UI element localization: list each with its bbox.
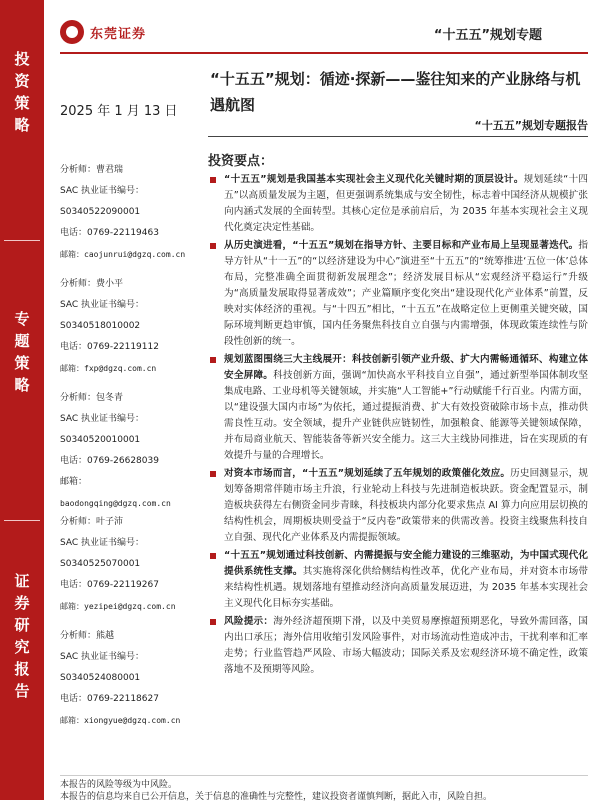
analyst-email[interactable]: 邮箱：caojunrui@dgzq.com.cn: [60, 250, 186, 259]
analyst-phone: 电话：0769-22119267: [60, 580, 159, 590]
key-point-lead: “十五五”规划通过科技创新、内需提振与安全能力建设的三维驱动，为中国式现代化提供系统性支撑。: [224, 550, 588, 577]
key-point-body: 指导方针从“十一五”的“以经济建设为中心”演进至“十五五”的“统筹推进‘五位一体’总体布局，完整准确全面贯彻新发展理念”；经济发展目标从“宏观经济平稳运行”升级为“高质量发展取得显著成效”；产业篇顺序变化突出“建设现代化产业体系”前置，反映对实体经济的重视。与“十四五”相比，“十五五”在战略定位上更侧重关键突破，国际环境判断更趋审慎，国内任务聚焦科技自立自强与内需增强，体现政策连续性与阶段性创新的统一。: [224, 240, 588, 347]
key-point-body: 历史回测显示，规划筹备期常伴随市场主升浪，行业轮动上科技与先进制造板块跃。资金配置显示，制造板块获得左右侧资金同步青睐，科技板块内部分化要求焦点 AI 算力向应用层切换的结构性机会，周期板块则受益于“反内卷”政策带来的供需改善。投资主线聚焦科技自立自强、现代化产业体系及内需提振领域。: [224, 468, 588, 543]
bullet-square-icon: [210, 243, 216, 249]
key-point-lead: 从历史演进看，“十五五”规划在指导方针、主要目标和产业布局上呈现显著迭代。: [224, 240, 579, 251]
report-date: 2025 年 1 月 13 日: [60, 104, 178, 119]
key-point-item: [208, 548, 588, 612]
key-point-item: [208, 238, 588, 350]
key-point-body: 海外经济超预期下滑，以及中美贸易摩擦超预期恶化，导致外需回落，国内出口承压；海外信用收缩引发风险事件，对市场流动性造成冲击，干扰利率和汇率走势；行业监管趋严风险、市场大幅波动；国际关系及宏观经济环境不确定性，政策落地不及预期等风险。: [224, 616, 589, 675]
analyst-card: [60, 274, 200, 379]
analyst-email-label: 邮箱：: [60, 477, 88, 487]
report-subtitle: “十五五”规划专题报告: [474, 119, 588, 132]
analyst-phone: 电话：0769-22119112: [60, 342, 159, 352]
analyst-sac-label: SAC 执业证书编号：: [60, 186, 145, 196]
key-point-item: [208, 172, 588, 236]
bullet-square-icon: [210, 471, 216, 477]
key-point-lead: 风险提示：: [224, 616, 274, 627]
logo-emblem-icon: [60, 20, 84, 44]
footer-divider: [60, 775, 588, 776]
analyst-name: 分析师：费小平: [60, 279, 124, 289]
analyst-card: [60, 388, 200, 514]
analyst-phone: 电话：0769-26628039: [60, 456, 159, 466]
key-point-lead: 规划蓝图围绕三大主线展开：科技创新引领产业升级、扩大内需畅通循环、构建立体安全屏障。: [224, 354, 588, 381]
analyst-sac-label: SAC 执业证书编号：: [60, 300, 145, 310]
key-point-body: 科技创新方面，强调“加快高水平科技自立自强”，通过新型举国体制攻坚集成电路、工业母机等关键领域，并实施“人工智能+”行动赋能千行百业。内需方面，以“建设强大国内市场”为依托，通过提振消费、扩大有效投资破除市场卡点，推动供需良性互动。安全领域，提升产业链供应链韧性，加强粮食、能源等关键领域保障，并布局商业航天、智能装备等新兴安全能力。这三大主线协同推进，旨在实现质的有效提升与量的合理增长。: [224, 370, 588, 461]
bullet-square-icon: [210, 619, 216, 625]
sidebar-divider: [4, 240, 40, 241]
company-logo: [60, 20, 146, 44]
key-points-list: [208, 172, 588, 680]
analyst-phone: 电话：0769-22119463: [60, 228, 159, 238]
analyst-cert: S0340522090001: [60, 207, 141, 217]
sidebar-label-thematic-strategy: 专 题 策 略: [14, 310, 30, 394]
analyst-email[interactable]: 邮箱：fxp@dgzq.com.cn: [60, 364, 157, 373]
analyst-card: [60, 160, 200, 265]
sidebar-label-research-report: 证 券 研 究 报 告: [14, 572, 30, 700]
bullet-square-icon: [210, 177, 216, 183]
analyst-cert: S0340524080001: [60, 673, 141, 683]
analyst-sac-label: SAC 执业证书编号：: [60, 414, 145, 424]
analyst-email[interactable]: 邮箱：yezipei@dgzq.com.cn: [60, 602, 176, 611]
bullet-square-icon: [210, 357, 216, 363]
analyst-name: 分析师：曹君瑞: [60, 165, 124, 175]
left-sidebar: [0, 0, 44, 800]
header-divider: [60, 52, 588, 54]
title-divider: [208, 136, 588, 137]
analyst-cert: S0340520010001: [60, 435, 141, 445]
bullet-square-icon: [210, 553, 216, 559]
key-point-item: [208, 614, 588, 678]
analyst-card: [60, 626, 200, 731]
logo-text: 东莞证券: [90, 26, 147, 42]
analyst-email[interactable]: baodongqing@dgzq.com.cn: [60, 499, 171, 508]
report-title: “十五五”规划：循迹·探新——鉴往知来的产业脉络与机遇航图: [210, 70, 581, 114]
key-point-item: [208, 352, 588, 464]
analyst-name: 分析师：叶子沛: [60, 517, 124, 527]
analyst-cert: S0340518010002: [60, 321, 141, 331]
analyst-card: [60, 512, 200, 617]
sidebar-divider: [4, 520, 40, 521]
analyst-sac-label: SAC 执业证书编号：: [60, 652, 145, 662]
key-point-lead: 对资本市场而言，“十五五”规划延续了五年规划的政策催化效应。: [224, 468, 511, 479]
footer-source-note: 本报告的信息均来自已公开信息，关于信息的准确性与完整性，建议投资者谨慎判断，据此入市，风险自担。: [60, 792, 493, 802]
footer-disclaimer: [60, 779, 492, 803]
footer-risk-level: 本报告的风险等级为中风险。: [60, 780, 178, 790]
analyst-name: 分析师：熊越: [60, 631, 115, 641]
key-point-lead: “十五五”规划是我国基本实现社会主义现代化关键时期的顶层设计。: [224, 174, 524, 185]
key-points-heading: 投资要点：: [208, 154, 274, 169]
analyst-sac-label: SAC 执业证书编号：: [60, 538, 145, 548]
analyst-name: 分析师：包冬青: [60, 393, 124, 403]
key-point-item: [208, 466, 588, 546]
key-point-body: 规划延续“十四五”以高质量发展为主题，但更强调系统集成与安全韧性，标志着中国经济从规模扩张向内涵式发展的全面转型。其核心定位是承前启后，为 2035 年基本实现社会主义现代化奠定决定性基础。: [224, 174, 588, 233]
sidebar-label-investment-strategy: 投 资 策 略: [14, 50, 30, 134]
key-point-body: 其实施将深化供给侧结构性改革，优化产业布局，并对资本市场带来结构性机遇。规划落地有望推动经济向高质量发展迈进，为 2035 年基本实现社会主义现代化目标夯实基础。: [224, 566, 589, 609]
analyst-cert: S0340525070001: [60, 559, 141, 569]
analyst-email[interactable]: 邮箱：xiongyue@dgzq.com.cn: [60, 716, 181, 725]
analyst-phone: 电话：0769-22118627: [60, 694, 159, 704]
header-topic: “十五五”规划专题: [433, 28, 542, 43]
